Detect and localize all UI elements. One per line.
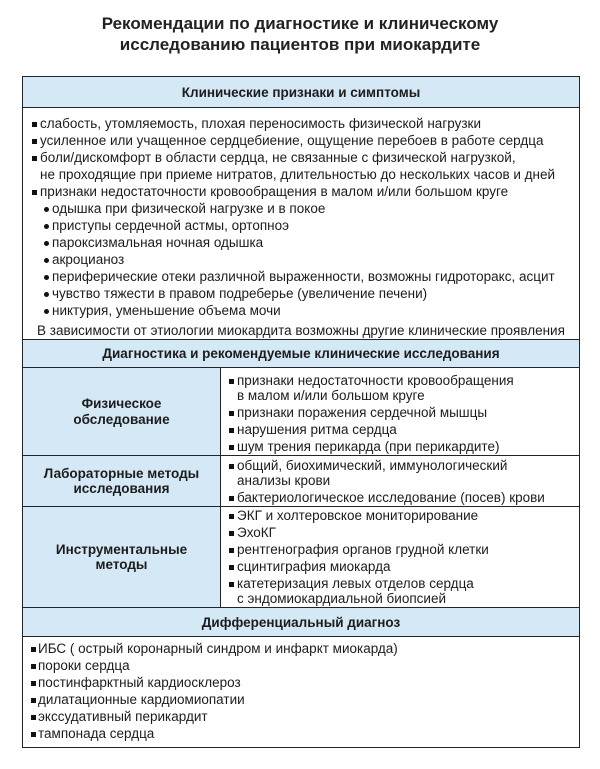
symptom-text: усиленное или учащенное сердцебиение, ощущение перебоев в работе сердца — [40, 133, 544, 148]
diagnostic-item-text: шум трения перикарда (при перикардите) — [237, 439, 500, 454]
symptom-text: признаки недостаточности кровообращения в малом и/или большом круге — [40, 184, 509, 199]
diagnostic-item — [221, 542, 579, 557]
row-items — [221, 368, 579, 455]
diagnostic-item-text: признаки недостаточности кровообращения — [237, 373, 514, 388]
diagnostic-item — [221, 525, 579, 540]
diagnostic-item-text: нарушения ритма сердца — [237, 422, 397, 437]
diagnostic-item-text: ЭхоКГ — [237, 525, 276, 540]
diagnostic-item-text: рентгенография органов грудной клетки — [237, 542, 489, 557]
section-heading-text: Дифференциальный диагноз — [201, 614, 401, 630]
section-heading-diagnostics — [23, 340, 579, 368]
row-label — [23, 456, 221, 506]
diagnostic-item-text: признаки поражения сердечной мышцы — [237, 405, 488, 420]
row-label-line: Инструментальные — [55, 541, 188, 557]
symptom-subitem: приступы сердечной астмы, ортопноэ — [23, 217, 579, 234]
diagnostics-row-laboratory — [23, 456, 579, 507]
symptom-subitem: пароксизмальная ночная одышка — [23, 234, 579, 251]
differential-item: дилатационные кардиомиопатии — [23, 691, 579, 708]
diagnostic-item — [221, 373, 579, 403]
clinical-signs-list — [23, 108, 579, 340]
symptom-subitem: одышка при физической нагрузке и в покое — [23, 200, 579, 217]
diagnostic-item-text: сцинтиграфия миокарда — [237, 559, 391, 574]
symptom-item — [23, 115, 579, 132]
diagnostic-item — [221, 576, 579, 606]
differential-item: экссудативный перикардит — [23, 708, 579, 725]
symptom-text-continuation: не проходящие при приеме нитратов, длительностью до нескольких часов и дней — [40, 167, 556, 182]
diagnostic-item — [221, 559, 579, 574]
symptom-subitem: никтурия, уменьшение объема мочи — [23, 302, 579, 319]
diagnostic-item — [221, 458, 579, 488]
page-title — [0, 13, 600, 55]
diagnostic-item — [221, 490, 579, 505]
section-heading-text: Клинические признаки и симптомы — [181, 84, 421, 100]
row-label-line: методы — [95, 557, 148, 572]
diagnostic-item — [221, 405, 579, 420]
symptom-subitem: акроцианоз — [23, 251, 579, 268]
symptom-item — [23, 132, 579, 149]
symptom-text: слабость, утомляемость, плохая переносимость физической нагрузки — [40, 116, 481, 131]
diagnostic-item — [221, 422, 579, 437]
section-heading-clinical-signs — [23, 77, 579, 108]
page-title-line: исследованию пациентов при миокардите — [119, 35, 481, 54]
symptom-subitem: чувство тяжести в правом подреберье (увеличение печени) — [23, 285, 579, 302]
section-heading-differential — [23, 608, 579, 637]
row-label-line: Лабораторные методы — [43, 465, 200, 481]
diagnostics-row-instrumental — [23, 507, 579, 608]
differential-item: тампонада сердца — [23, 725, 579, 742]
section-heading-text: Диагностика и рекомендуемые клинические исследования — [102, 346, 500, 361]
row-label-line: исследования — [73, 481, 170, 496]
row-label-line: Физическое — [81, 396, 162, 411]
diagnostic-item-text: бактериологическое исследование (посев) крови — [237, 490, 545, 505]
row-label — [23, 507, 221, 607]
diagnostic-item — [221, 439, 579, 454]
differential-item: постинфарктный кардиосклероз — [23, 674, 579, 691]
symptom-item — [23, 183, 579, 200]
diagnostic-item-text-continuation: с эндомиокардиальной биопсией — [237, 591, 446, 606]
differential-item: пороки сердца — [23, 657, 579, 674]
diagnostic-item — [221, 508, 579, 523]
diagnostic-item-text: ЭКГ и холтеровское мониторирование — [237, 508, 479, 523]
diagnostics-row-physical-exam — [23, 368, 579, 456]
diagnostic-item-text: катетеризация левых отделов сердца — [237, 576, 474, 591]
recommendations-table — [22, 76, 580, 748]
diagnostic-item-text-continuation: в малом и/или большом круге — [237, 388, 425, 403]
row-label-line: обследование — [73, 411, 170, 427]
row-items — [221, 456, 579, 506]
symptom-subitem: периферические отеки различной выраженности, возможны гидроторакс, асцит — [23, 268, 579, 285]
differential-list — [23, 637, 579, 747]
row-items — [221, 507, 579, 607]
clinical-signs-note: В зависимости от этиологии миокардита возможны другие клинические проявления — [37, 323, 565, 338]
diagnostic-item-text: общий, биохимический, иммунологический — [237, 458, 508, 473]
symptom-text: боли/дискомфорт в области сердца, не связанные с физической нагрузкой, — [40, 150, 516, 165]
differential-item: ИБС ( острый коронарный синдром и инфаркт миокарда) — [23, 640, 579, 657]
symptom-item — [23, 149, 579, 183]
diagnostic-item-text-continuation: анализы крови — [237, 473, 331, 488]
page-title-line: Рекомендации по диагностике и клиническому — [101, 14, 499, 33]
row-label — [23, 368, 221, 455]
